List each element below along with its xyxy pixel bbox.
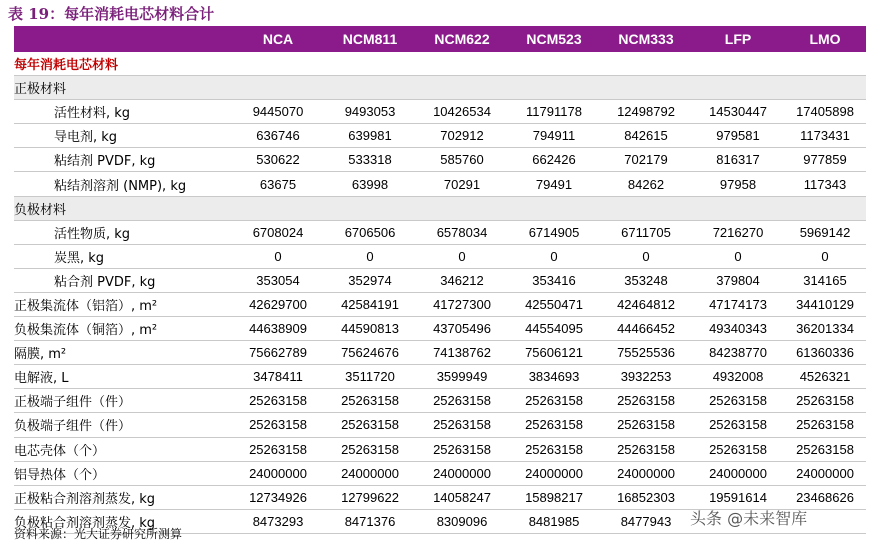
table-cell: 702912 bbox=[416, 124, 508, 148]
table-cell: 44638909 bbox=[232, 317, 324, 341]
table-row bbox=[14, 437, 866, 461]
table-cell: 639981 bbox=[324, 124, 416, 148]
table-cell: 63675 bbox=[232, 172, 324, 196]
watermark: 头条 @未来智库 bbox=[690, 509, 808, 528]
table-cell: 379804 bbox=[692, 268, 784, 292]
table-row bbox=[14, 413, 866, 437]
table-cell: 36201334 bbox=[784, 317, 866, 341]
table-cell: 25263158 bbox=[232, 413, 324, 437]
table-cell: 42464812 bbox=[600, 292, 692, 316]
row-label: 正极端子组件（件） bbox=[14, 389, 232, 413]
table-cell: 44554095 bbox=[508, 317, 600, 341]
table-cell: 117343 bbox=[784, 172, 866, 196]
table-cell: 25263158 bbox=[784, 437, 866, 461]
table-cell: 6708024 bbox=[232, 220, 324, 244]
table-cell: 24000000 bbox=[600, 461, 692, 485]
table-cell: 314165 bbox=[784, 268, 866, 292]
table-cell: 44466452 bbox=[600, 317, 692, 341]
table-cell: 6706506 bbox=[324, 220, 416, 244]
table-cell: 97958 bbox=[692, 172, 784, 196]
table-cell: 0 bbox=[692, 244, 784, 268]
table-cell: 25263158 bbox=[784, 389, 866, 413]
row-label: 活性材料, kg bbox=[14, 100, 232, 124]
table-cell: 4932008 bbox=[692, 365, 784, 389]
table-cell: 24000000 bbox=[324, 461, 416, 485]
table-cell: 5969142 bbox=[784, 220, 866, 244]
table-cell: 636746 bbox=[232, 124, 324, 148]
row-label: 电解液, L bbox=[14, 365, 232, 389]
table-cell: 3834693 bbox=[508, 365, 600, 389]
table-cell: 25263158 bbox=[324, 413, 416, 437]
table-cell: 585760 bbox=[416, 148, 508, 172]
table-cell: 3511720 bbox=[324, 365, 416, 389]
table-cell: 25263158 bbox=[600, 413, 692, 437]
table-cell: 346212 bbox=[416, 268, 508, 292]
table-cell: 63998 bbox=[324, 172, 416, 196]
table-cell: 816317 bbox=[692, 148, 784, 172]
table-cell: 25263158 bbox=[508, 437, 600, 461]
table-cell: 74138762 bbox=[416, 341, 508, 365]
table-cell: 19591614 bbox=[692, 485, 784, 509]
table-cell: 25263158 bbox=[416, 389, 508, 413]
section-header: 每年消耗电芯材料 bbox=[14, 52, 866, 76]
table-cell: 25263158 bbox=[692, 437, 784, 461]
table-cell: 12734926 bbox=[232, 485, 324, 509]
subsection-row bbox=[14, 196, 866, 220]
subsection-label: 负极材料 bbox=[14, 196, 866, 220]
row-label: 活性物质, kg bbox=[14, 220, 232, 244]
table-cell: 9493053 bbox=[324, 100, 416, 124]
table-cell: 84238770 bbox=[692, 341, 784, 365]
table-cell: 7216270 bbox=[692, 220, 784, 244]
table-row bbox=[14, 365, 866, 389]
table-cell: 25263158 bbox=[508, 413, 600, 437]
table-title: 表 19：每年消耗电芯材料合计 bbox=[8, 5, 215, 23]
table-cell: 23468626 bbox=[784, 485, 866, 509]
table-cell: 41727300 bbox=[416, 292, 508, 316]
table-cell: 702179 bbox=[600, 148, 692, 172]
table-cell: 0 bbox=[784, 244, 866, 268]
table-cell: 0 bbox=[508, 244, 600, 268]
row-label: 炭黑, kg bbox=[14, 244, 232, 268]
table-cell: 0 bbox=[324, 244, 416, 268]
table-cell: 25263158 bbox=[232, 437, 324, 461]
header-row bbox=[14, 26, 866, 52]
col-header-lmo: LMO bbox=[784, 26, 866, 52]
table-row bbox=[14, 461, 866, 485]
table-cell: 24000000 bbox=[784, 461, 866, 485]
table-cell: 61360336 bbox=[784, 341, 866, 365]
table-cell: 14530447 bbox=[692, 100, 784, 124]
col-header-ncm523: NCM523 bbox=[508, 26, 600, 52]
row-label: 粘结剂溶剂 (NMP), kg bbox=[14, 172, 232, 196]
table-row bbox=[14, 389, 866, 413]
row-label: 粘合剂 PVDF, kg bbox=[14, 268, 232, 292]
table-cell: 0 bbox=[416, 244, 508, 268]
table-cell: 353416 bbox=[508, 268, 600, 292]
table-cell: 25263158 bbox=[692, 389, 784, 413]
table-cell: 4526321 bbox=[784, 365, 866, 389]
table-row bbox=[14, 100, 866, 124]
table-cell: 25263158 bbox=[692, 413, 784, 437]
table-cell: 533318 bbox=[324, 148, 416, 172]
table-cell: 9445070 bbox=[232, 100, 324, 124]
row-label: 导电剂, kg bbox=[14, 124, 232, 148]
table-cell: 70291 bbox=[416, 172, 508, 196]
table-cell: 42550471 bbox=[508, 292, 600, 316]
table-cell: 75662789 bbox=[232, 341, 324, 365]
col-header-ncm811: NCM811 bbox=[324, 26, 416, 52]
source-note: 资料来源：光大证券研究所测算 bbox=[14, 527, 183, 541]
table-cell: 530622 bbox=[232, 148, 324, 172]
row-label: 负极集流体（铜箔）, m² bbox=[14, 317, 232, 341]
table-cell: 49340343 bbox=[692, 317, 784, 341]
table-cell: 8477943 bbox=[600, 509, 692, 533]
table-cell: 25263158 bbox=[324, 389, 416, 413]
table-cell: 47174173 bbox=[692, 292, 784, 316]
table-cell: 17405898 bbox=[784, 100, 866, 124]
table-cell: 8481985 bbox=[508, 509, 600, 533]
table-cell: 8309096 bbox=[416, 509, 508, 533]
table-cell: 12799622 bbox=[324, 485, 416, 509]
table-cell: 75606121 bbox=[508, 341, 600, 365]
table-row bbox=[14, 220, 866, 244]
table-row bbox=[14, 317, 866, 341]
col-header-ncm622: NCM622 bbox=[416, 26, 508, 52]
subsection-label: 正极材料 bbox=[14, 76, 866, 100]
row-label: 电芯壳体（个） bbox=[14, 437, 232, 461]
table-cell: 34410129 bbox=[784, 292, 866, 316]
table-cell: 44590813 bbox=[324, 317, 416, 341]
table-cell: 979581 bbox=[692, 124, 784, 148]
table-cell: 25263158 bbox=[784, 413, 866, 437]
table-cell: 6578034 bbox=[416, 220, 508, 244]
table-row bbox=[14, 341, 866, 365]
table-cell: 842615 bbox=[600, 124, 692, 148]
table-cell: 25263158 bbox=[600, 437, 692, 461]
section-header-row bbox=[14, 52, 866, 76]
table-row bbox=[14, 292, 866, 316]
table-cell: 14058247 bbox=[416, 485, 508, 509]
table-cell: 10426534 bbox=[416, 100, 508, 124]
table-cell: 25263158 bbox=[600, 389, 692, 413]
table-cell: 75525536 bbox=[600, 341, 692, 365]
table-cell: 24000000 bbox=[232, 461, 324, 485]
table-cell: 24000000 bbox=[508, 461, 600, 485]
table-row bbox=[14, 148, 866, 172]
table-cell: 6714905 bbox=[508, 220, 600, 244]
row-label: 正极粘合剂溶剂蒸发, kg bbox=[14, 485, 232, 509]
table-cell: 25263158 bbox=[324, 437, 416, 461]
table-cell: 16852303 bbox=[600, 485, 692, 509]
row-label: 隔膜, m² bbox=[14, 341, 232, 365]
table-cell: 15898217 bbox=[508, 485, 600, 509]
materials-table bbox=[14, 26, 866, 534]
table-cell: 6711705 bbox=[600, 220, 692, 244]
table-cell: 8471376 bbox=[324, 509, 416, 533]
table-cell: 79491 bbox=[508, 172, 600, 196]
table-cell: 43705496 bbox=[416, 317, 508, 341]
col-header-nca: NCA bbox=[232, 26, 324, 52]
row-label: 负极粘合剂溶剂蒸发, kg bbox=[14, 509, 232, 533]
table-cell: 75624676 bbox=[324, 341, 416, 365]
table-row bbox=[14, 244, 866, 268]
table-cell: 12498792 bbox=[600, 100, 692, 124]
table-cell: 8473293 bbox=[232, 509, 324, 533]
table-cell: 977859 bbox=[784, 148, 866, 172]
table-cell: 662426 bbox=[508, 148, 600, 172]
col-header-ncm333: NCM333 bbox=[600, 26, 692, 52]
table-cell: 352974 bbox=[324, 268, 416, 292]
table-cell: 1173431 bbox=[784, 124, 866, 148]
table-cell: 3478411 bbox=[232, 365, 324, 389]
table-cell: 25263158 bbox=[508, 389, 600, 413]
row-label: 铝导热体（个） bbox=[14, 461, 232, 485]
table-cell: 25263158 bbox=[416, 413, 508, 437]
table-body bbox=[14, 52, 866, 533]
table-row bbox=[14, 268, 866, 292]
table-row bbox=[14, 124, 866, 148]
row-label: 正极集流体（铝箔）, m² bbox=[14, 292, 232, 316]
table-cell: 0 bbox=[232, 244, 324, 268]
col-header-lfp: LFP bbox=[692, 26, 784, 52]
table-cell: 42584191 bbox=[324, 292, 416, 316]
table-cell: 24000000 bbox=[692, 461, 784, 485]
table-cell: 24000000 bbox=[416, 461, 508, 485]
table-cell: 11791178 bbox=[508, 100, 600, 124]
header-corner bbox=[14, 26, 232, 52]
table-cell: 353248 bbox=[600, 268, 692, 292]
table-cell: 25263158 bbox=[232, 389, 324, 413]
table-cell: 84262 bbox=[600, 172, 692, 196]
table-cell: 42629700 bbox=[232, 292, 324, 316]
table-cell: 25263158 bbox=[416, 437, 508, 461]
row-label: 负极端子组件（件） bbox=[14, 413, 232, 437]
table-cell: 353054 bbox=[232, 268, 324, 292]
table-row bbox=[14, 172, 866, 196]
subsection-row bbox=[14, 76, 866, 100]
table-cell: 0 bbox=[600, 244, 692, 268]
table-cell: 3932253 bbox=[600, 365, 692, 389]
row-label: 粘结剂 PVDF, kg bbox=[14, 148, 232, 172]
table-cell: 794911 bbox=[508, 124, 600, 148]
table-cell: 3599949 bbox=[416, 365, 508, 389]
